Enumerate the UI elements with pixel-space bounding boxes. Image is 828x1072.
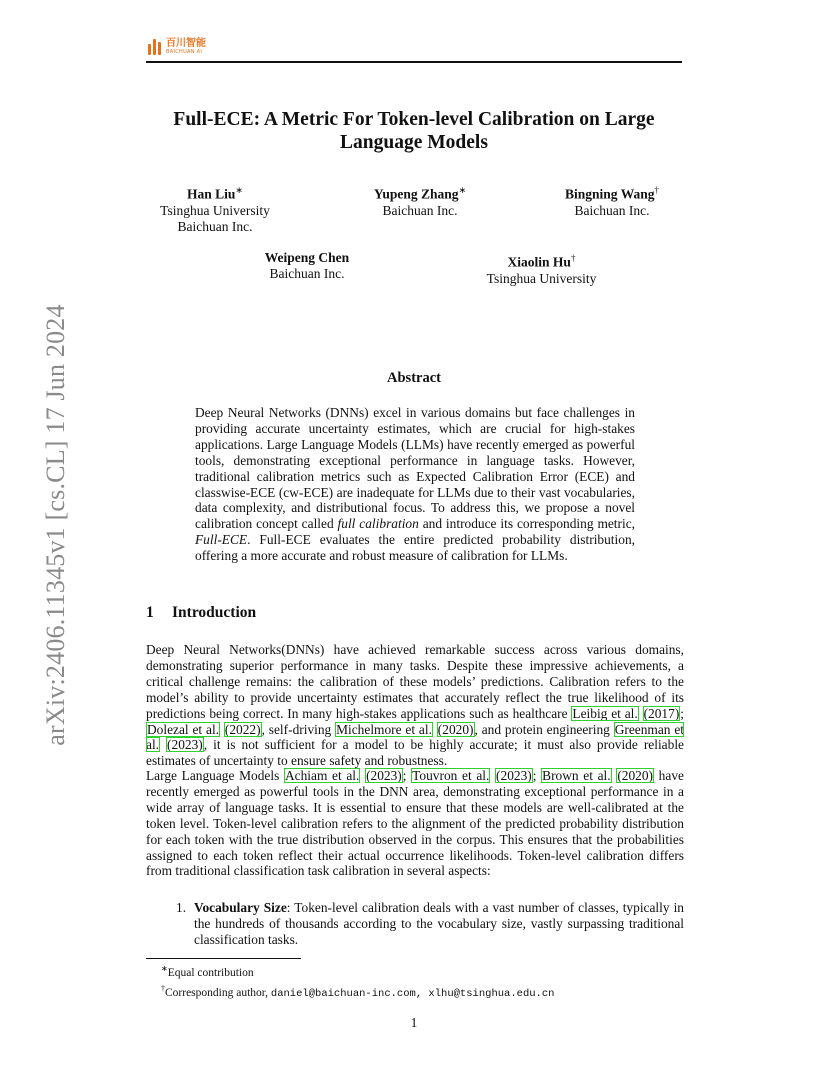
citation-link[interactable]: Achiam et al. — [284, 768, 360, 783]
baichuan-logo — [148, 39, 206, 55]
citation-year-link[interactable]: (2017) — [643, 705, 680, 721]
footnote-corresponding-author: †Corresponding author, daniel@baichuan-inc.com, xlhu@tsinghua.edu.cn — [161, 983, 555, 1000]
citation-year-link[interactable]: (2020) — [617, 768, 654, 783]
author-name: Weipeng Chen — [264, 250, 350, 265]
author-block — [345, 182, 495, 219]
author-block — [532, 182, 692, 219]
intro-paragraph-1: Deep Neural Networks(DNNs) have achieved remarkable success across various domains, demonstrating superior performance in many tasks. Despite these impressive achievements, a critical challenge remains: the calibration of these models’ predictions. Calibration refers to the model’s ability to provide uncertainty estimates that accurately reflect the true likelihood of its predictions being correct. In many high-stakes applications such as healthcare Leibig et al. (2017); Dolezal et al. (2022), self-driving Michelmore et al. (2020), and protein engineering Greenman et al. (2023), it is not sufficient for a model to be highly accurate; it must also provide reliable estimates of uncertainty to ensure safety and robustness. — [146, 642, 685, 769]
author-affiliation: Baichuan Inc. — [382, 202, 458, 218]
author-block — [140, 182, 290, 235]
citation-year-link[interactable]: (2020) — [437, 721, 474, 737]
author-affiliation: Tsinghua University — [486, 270, 597, 286]
author-name: Xiaolin Hu — [507, 254, 571, 270]
section-title: Introduction — [172, 604, 257, 621]
citation-link[interactable]: Touvron et al. — [412, 768, 490, 783]
paper-title — [146, 108, 682, 154]
citation-link[interactable]: Greenman et al. — [146, 721, 684, 753]
list-item-text: : Token-level calibration deals with a vast number of classes, typically in the hundreds of thousands according to the vocabulary size, vastly surpassing traditional classification tasks. — [194, 900, 684, 947]
footnote-emails[interactable]: daniel@baichuan-inc.com, xlhu@tsinghua.edu.cn — [270, 987, 555, 1000]
author-name: Yupeng Zhang — [373, 186, 459, 202]
title-line-1: Full-ECE: A Metric For Token-level Calibration on Large — [173, 109, 655, 130]
intro-paragraph-2: Large Language Models Achiam et al. (2023); Touvron et al. (2023); Brown et al. (2020) have recently emerged as powerful tools in the DNN area, demonstrating exceptional performance in a wide array of language tasks. It is essential to ensure that these models are well-calibrated at the token level. Token-level calibration refers to the alignment of the predicted probability distribution for each token with the true distribution observed in the corpus. This ensures that the probabilities assigned to each token reflect their actual occurrence likelihoods. Token-level calibration differs from traditional classification task calibration in several aspects: — [146, 768, 684, 879]
header-rule — [146, 61, 682, 63]
citation-link[interactable]: Dolezal et al. — [147, 721, 220, 737]
abstract-text: Deep Neural Networks (DNNs) excel in various domains but face challenges in providing accurate uncertainty estimates, which are crucial for high-stakes applications. Large Language Models (LLMs) have recently emerged as powerful tools, demonstrating exceptional performance in language tasks. However, traditional calibration metrics such as Expected Calibration Error (ECE) and classwise-ECE (cw-ECE) are inadequate for LLMs due to their vast vocabularies, data complexity, and distributional focus. To address this, we propose a novel calibration concept called full calibration and introduce its corresponding metric, Full-ECE. Full-ECE evaluates the entire predicted probability distribution, offering a more accurate and robust measure of calibration for LLMs. — [195, 405, 635, 564]
list-item-number: 1. — [176, 900, 187, 915]
footnote-rule — [146, 958, 301, 959]
author-mark: ∗ — [235, 185, 243, 195]
author-name: Bingning Wang — [565, 186, 655, 202]
list-item-term: Vocabulary Size — [194, 900, 287, 915]
author-block — [454, 250, 629, 287]
citation-year-link[interactable]: (2023) — [366, 768, 402, 783]
author-mark: † — [654, 185, 659, 195]
footnote-equal-contribution: ∗Equal contribution — [161, 964, 254, 979]
citation-link[interactable]: Brown et al. — [542, 768, 611, 783]
footnotes — [161, 961, 681, 1002]
title-line-2: Language Models — [340, 132, 488, 153]
author-affiliation: Baichuan Inc. — [177, 218, 253, 234]
citation-year-link[interactable]: (2022) — [224, 721, 261, 737]
arxiv-identifier[interactable]: arXiv:2406.11345v1 [cs.CL] 17 Jun 2024 — [41, 304, 70, 746]
author-mark: ∗ — [458, 185, 467, 195]
list-item — [176, 900, 684, 948]
citation-year-link[interactable]: (2023) — [496, 768, 532, 783]
citation-link[interactable]: Michelmore et al. — [336, 721, 432, 737]
author-affiliation: Baichuan Inc. — [574, 202, 650, 218]
logo-chinese-text: 百川智能 — [166, 38, 206, 49]
logo-mark-icon — [148, 39, 162, 55]
author-affiliation: Baichuan Inc. — [269, 266, 345, 281]
author-block — [232, 250, 382, 282]
author-name: Han Liu — [187, 186, 236, 202]
section-number: 1 — [146, 604, 154, 621]
logo-english-text: BAICHUAN AI — [166, 49, 203, 55]
citation-link[interactable]: Leibig et al. — [572, 705, 638, 721]
section-heading — [146, 604, 256, 622]
citation-year-link[interactable]: (2023) — [167, 737, 203, 753]
author-mark: † — [570, 253, 576, 263]
author-affiliation: Tsinghua University — [160, 202, 270, 218]
abstract-heading: Abstract — [387, 370, 441, 386]
page-number: 1 — [410, 1015, 418, 1030]
